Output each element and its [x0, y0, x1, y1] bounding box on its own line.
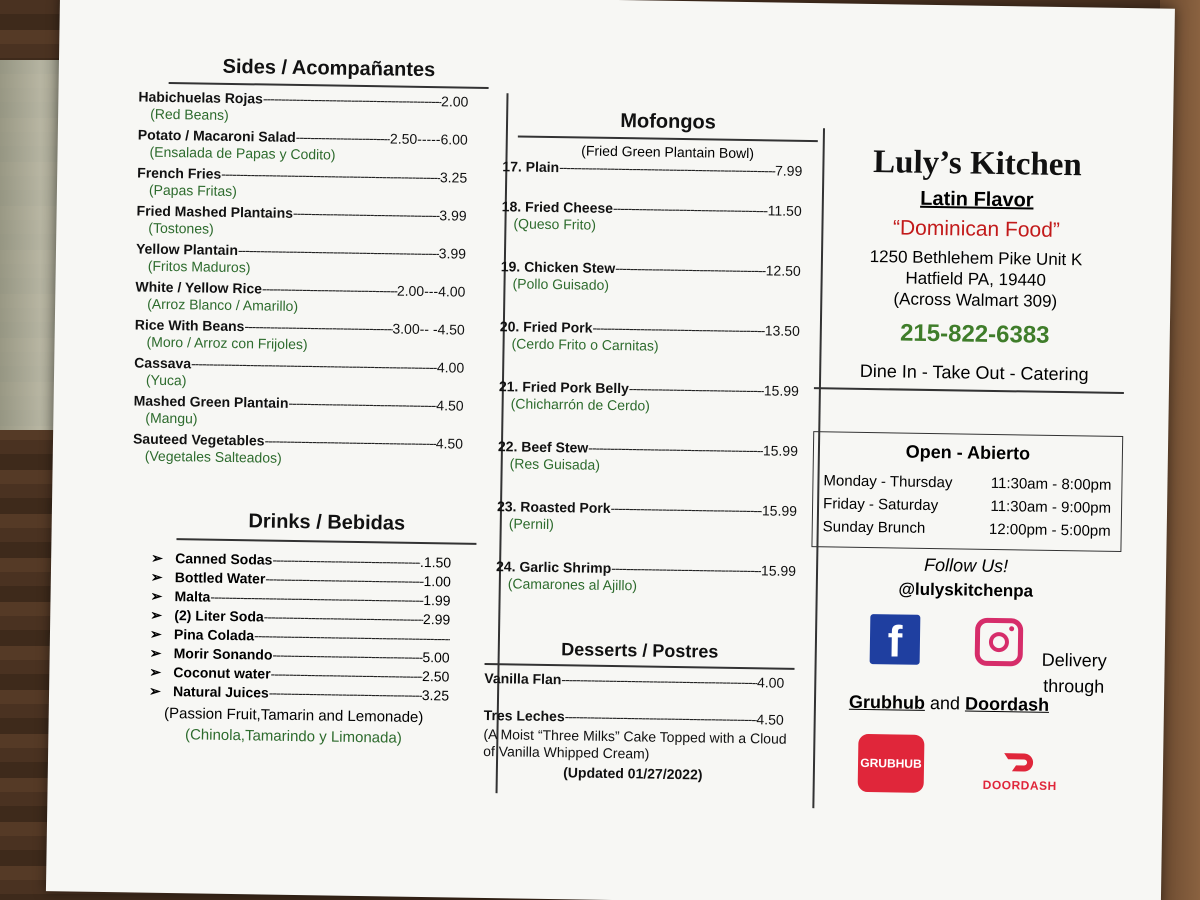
mofongo-name: 22. Beef Stew [497, 438, 589, 456]
drink-price: 1.00 [423, 573, 451, 590]
juices-spanish: (Chinola,Tamarindo y Limonada) [184, 726, 402, 747]
mofongo-translation: (Queso Frito) [513, 215, 597, 233]
side-item-translation: (Arroz Blanco / Amarillo) [147, 295, 299, 315]
mofongo-price: 13.50 [764, 322, 800, 339]
flan-name: Vanilla Flan [484, 669, 562, 688]
leader-dots [262, 280, 397, 299]
mofongo-item [500, 258, 801, 323]
desserts-title: Desserts / Postres [561, 639, 719, 662]
side-item-price: 3.00-- -4.50 [392, 320, 465, 338]
mofongo-name: 20. Fried Pork [499, 318, 593, 336]
side-item [134, 354, 464, 393]
mofongo-name: 21. Fried Pork Belly [498, 378, 629, 397]
services: Dine In - Take Out - Catering [859, 360, 1089, 385]
arrow-icon: ➢ [150, 568, 163, 585]
leader-dots [288, 395, 436, 414]
arrow-icon: ➢ [149, 644, 162, 661]
drink-price: .1.50 [419, 553, 452, 571]
drink-name: (2) Liter Soda [174, 607, 264, 625]
mofongo-price: 7.99 [774, 162, 803, 179]
mofongo-name: 23. Roasted Pork [496, 498, 611, 516]
hours-days: Friday - Saturday [822, 495, 939, 515]
mofongo-item [502, 158, 803, 203]
drink-name: Bottled Water [174, 569, 266, 587]
side-item [134, 316, 464, 355]
side-item [135, 278, 465, 317]
mofongo-translation: (Res Guisada) [509, 455, 601, 473]
mofongo-item [499, 318, 800, 383]
leader-dots [610, 500, 762, 519]
mofongo-name: 19. Chicken Stew [500, 258, 616, 276]
drink-item [149, 682, 449, 706]
drink-price: 3.25 [421, 687, 450, 704]
leader-dots [269, 684, 422, 705]
leader-dots [270, 665, 422, 686]
side-item-price: 3.25 [439, 169, 468, 186]
address-line-1: 1250 Bethlehem Pike Unit K [869, 246, 1083, 270]
sides-drinks-column [126, 0, 490, 898]
doordash-logo[interactable] [983, 751, 1058, 793]
sides-list [133, 88, 469, 473]
mofongo-price: 15.99 [763, 382, 800, 399]
info-column [806, 3, 1150, 900]
mofongos-column [481, 0, 810, 900]
cuisine: “Dominican Food” [892, 216, 1061, 242]
leader-dots [238, 242, 439, 262]
drinks-rule [176, 538, 476, 544]
leader-dots [265, 570, 424, 591]
side-item [137, 126, 467, 165]
desserts-rule [485, 663, 795, 669]
side-item-price: 4.50 [436, 397, 464, 414]
flan-price: 4.00 [756, 674, 785, 691]
instagram-icon[interactable] [975, 618, 1024, 667]
side-item-translation: (Tostones) [148, 219, 214, 237]
mofongo-name: 24. Garlic Shrimp [495, 558, 612, 576]
side-item-name: Fried Mashed Plantains [136, 202, 294, 221]
drink-name: Pina Colada [173, 626, 255, 644]
mofongo-price: 15.99 [761, 502, 798, 519]
drink-price: 1.99 [423, 592, 451, 609]
arrow-icon: ➢ [149, 663, 162, 680]
drink-name: Canned Sodas [175, 550, 273, 568]
hours-row [823, 515, 1111, 543]
side-item-translation: (Ensalada de Papas y Codito) [149, 143, 336, 163]
leader-dots [296, 129, 391, 147]
tagline: Latin Flavor [920, 187, 1034, 212]
leader-dots [615, 260, 766, 279]
side-item-price: 2.50-----6.00 [389, 130, 468, 148]
side-item [137, 164, 467, 203]
leader-dots [263, 90, 441, 110]
hours-days: Monday - Thursday [823, 472, 953, 492]
leader-dots [559, 159, 775, 179]
through-label: through [1043, 675, 1105, 697]
restaurant-name: Luly’s Kitchen [872, 144, 1083, 184]
mofongo-translation: (Pernil) [508, 515, 555, 533]
sides-rule [169, 82, 489, 89]
dessert-flan [484, 670, 784, 692]
mofongos-title: Mofongos [620, 110, 717, 134]
social-handle[interactable]: @lulyskitchenpa [898, 579, 1034, 601]
leader-dots [272, 646, 422, 667]
mofongo-price: 15.99 [762, 442, 799, 459]
side-item [133, 430, 463, 469]
services-rule [814, 387, 1124, 393]
and-label: and [929, 692, 961, 714]
address-line-2: Hatfield PA, 19440 [905, 268, 1047, 290]
mofongo-item [501, 198, 802, 263]
drinks-title: Drinks / Bebidas [248, 510, 406, 535]
drink-name: Malta [174, 588, 211, 605]
drinks-list [149, 549, 451, 706]
leader-dots [588, 440, 763, 460]
dessert-tres-leches [484, 707, 784, 729]
menu-sheet [46, 0, 1175, 900]
drink-price: 5.00 [422, 649, 450, 666]
phone-number[interactable]: 215-822-6383 [899, 319, 1050, 349]
arrow-icon: ➢ [148, 682, 161, 699]
doordash-wordmark: DOORDASH [982, 777, 1057, 793]
side-item-translation: (Papas Fritas) [148, 181, 237, 200]
side-item-name: Cassava [134, 354, 192, 372]
drink-name: Coconut water [173, 664, 271, 682]
juices-english: (Passion Fruit,Tamarin and Lemonade) [163, 704, 424, 727]
side-item-translation: (Moro / Arroz con Frijoles) [146, 333, 308, 353]
delivery-label: Delivery [1041, 649, 1107, 671]
arrow-icon: ➢ [149, 625, 162, 642]
leader-dots [613, 200, 768, 219]
leader-dots [629, 380, 764, 399]
grubhub-link[interactable]: Grubhub [848, 691, 926, 713]
tres-leches-price: 4.50 [756, 711, 784, 728]
mofongo-item-row [502, 158, 802, 180]
side-item-name: Rice With Beans [134, 316, 245, 335]
leader-dots [272, 551, 420, 572]
mofongo-translation: (Camarones al Ajillo) [507, 575, 638, 594]
hours-time: 11:30am - 9:00pm [990, 497, 1112, 517]
mofongo-item [496, 498, 797, 563]
leader-dots [221, 166, 440, 186]
side-item-price: 4.50 [435, 435, 464, 452]
mofongo-translation: (Pollo Guisado) [512, 275, 610, 293]
side-item-name: French Fries [137, 164, 222, 182]
facebook-icon[interactable]: f [870, 614, 921, 665]
mofongo-item [497, 438, 798, 503]
leader-dots [264, 608, 424, 629]
mofongo-name: 18. Fried Cheese [501, 198, 614, 216]
side-item-name: Potato / Macaroni Salad [137, 126, 296, 145]
hours-title: Open - Abierto [905, 441, 1031, 464]
mofongo-price: 15.99 [760, 562, 797, 579]
side-item-price: 2.00 [441, 93, 469, 110]
doordash-link[interactable]: Doordash [964, 693, 1050, 715]
side-item-translation: (Red Beans) [150, 105, 229, 123]
drink-name: Natural Juices [172, 683, 269, 701]
leader-dots [293, 205, 440, 224]
drink-price: 2.50 [421, 668, 450, 685]
hours-time: 12:00pm - 5:00pm [988, 520, 1111, 540]
mofongo-list [495, 158, 802, 623]
follow-us: Follow Us! [923, 554, 1009, 577]
side-item-price: 3.99 [439, 207, 467, 224]
mofongo-translation: (Cerdo Frito o Carnitas) [511, 335, 659, 354]
mofongo-item [498, 378, 799, 443]
tres-leches-name: Tres Leches [483, 706, 565, 725]
side-item [136, 240, 466, 279]
side-item-price: 3.99 [438, 245, 467, 262]
arrow-icon: ➢ [151, 549, 164, 566]
side-item-name: Mashed Green Plantain [133, 392, 289, 411]
side-item-name: Sauteed Vegetables [132, 430, 265, 449]
mofongo-price: 12.50 [765, 262, 801, 279]
mofongos-subtitle: (Fried Green Plantain Bowl) [581, 141, 755, 161]
mofongo-name: 17. Plain [502, 158, 560, 176]
arrow-icon: ➢ [150, 606, 163, 623]
side-item-translation: (Mangu) [145, 409, 198, 427]
side-item-translation: (Yuca) [145, 371, 187, 389]
mofongo-item [495, 558, 796, 623]
side-item-translation: (Vegetales Salteados) [144, 447, 282, 466]
leader-dots [264, 433, 435, 453]
hours-box [811, 431, 1123, 552]
side-item [136, 202, 466, 241]
side-item-name: Habichuelas Rojas [138, 88, 264, 107]
mofongo-price: 11.50 [767, 202, 802, 219]
updated-date: (Updated 01/27/2022) [563, 764, 703, 783]
arrow-icon: ➢ [150, 587, 163, 604]
hours-days: Sunday Brunch [822, 518, 926, 537]
address-line-3: (Across Walmart 309) [893, 289, 1058, 311]
side-item-translation: (Fritos Maduros) [147, 257, 251, 276]
grubhub-logo[interactable]: GRUBHUB [858, 734, 925, 793]
drink-name: Morir Sonando [173, 645, 273, 663]
side-item-price: 2.00---4.00 [396, 282, 466, 300]
hours-list [823, 469, 1112, 543]
hours-time: 11:30am - 8:00pm [990, 474, 1112, 494]
sides-title: Sides / Acompañantes [222, 55, 436, 82]
side-item [133, 392, 463, 431]
side-item-name: White / Yellow Rice [135, 278, 263, 297]
tres-leches-description: (A Moist “Three Milks” Cake Topped with a Cloud of Vanilla Whipped Cream) [483, 725, 787, 762]
side-item-name: Yellow Plantain [135, 240, 239, 259]
doordash-icon [1002, 751, 1038, 774]
mofongo-translation: (Chicharrón de Cerdo) [510, 395, 651, 414]
drink-price: 2.99 [422, 611, 451, 628]
side-item [138, 88, 468, 127]
side-item-price: 4.00 [436, 359, 465, 376]
